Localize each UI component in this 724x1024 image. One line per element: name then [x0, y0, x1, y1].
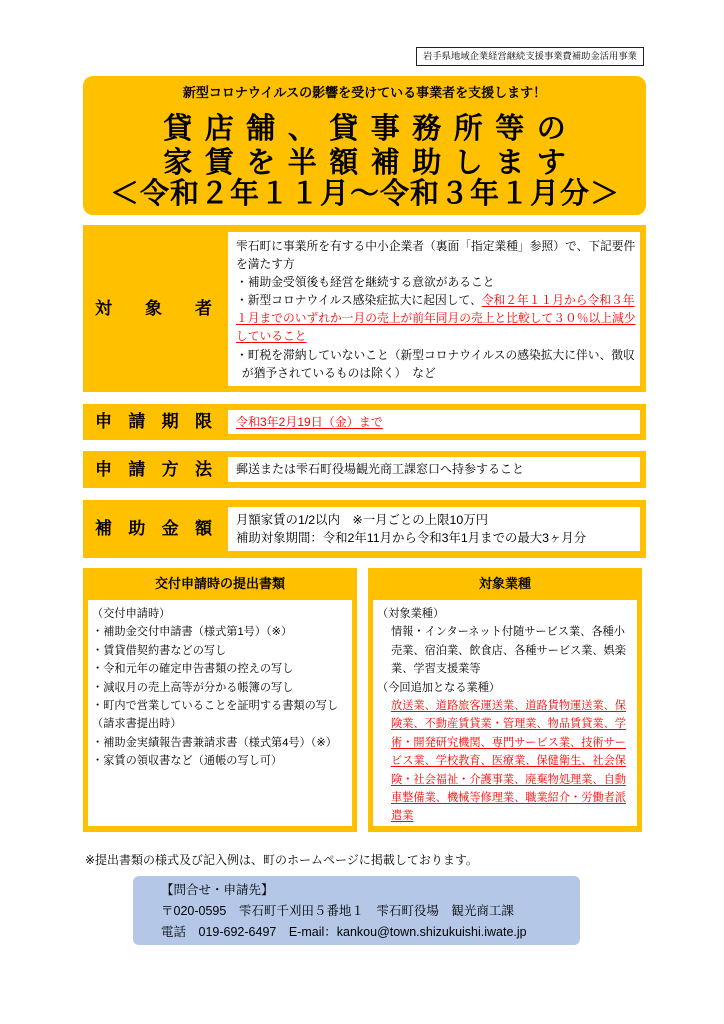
- existing-industries-heading: （対象業種）: [377, 608, 445, 620]
- header-banner: [83, 76, 646, 215]
- list-item: ・賃貸借契約書などの写し: [92, 644, 227, 657]
- industries-title: 対象業種: [478, 576, 531, 591]
- list-item: ・補助金交付申請書（様式第1号）（※）: [92, 626, 293, 639]
- title-period: ＜令和２年１１月～令和３年１月分＞: [109, 178, 620, 210]
- contact-heading: 【問合せ・申請先】: [161, 882, 274, 897]
- header-subtitle: 新型コロナウイルスの影響を受けている事業者を支援します！: [182, 85, 547, 100]
- list-item: ・減収月の売上高等が分かる帳簿の写し: [92, 681, 294, 694]
- existing-industries-list: 情報・インターネット付随サービス業、各種小売業、宿泊業、飲食店、各種サービス業、娯楽業、学習支援業等: [391, 626, 626, 676]
- contact-address: 〒020-0595 雫石町千刈田５番地１ 雫石町役場 観光商工課: [161, 903, 514, 918]
- documents-list: [88, 600, 352, 826]
- method-label: 申請方法: [95, 459, 212, 479]
- title-line-1: 貸店舗、貸事務所等の: [163, 113, 579, 145]
- requirement-3: ・町税を滞納していないこと（新型コロナウイルスの感染拡大に伴い、徴収が猶予されているものは除く） など: [236, 348, 635, 380]
- list-item: ・補助金実績報告書兼請求書（様式第4号）（※）: [92, 736, 337, 749]
- list-item: （交付申請時）: [92, 608, 171, 620]
- deadline-section: [83, 404, 646, 440]
- list-item: （請求書提出時）: [92, 718, 182, 731]
- amount-line-1: 月額家賃の1/2以内 ※一月ごとの上限10万円: [236, 513, 489, 527]
- added-industries-wrapper: [377, 697, 633, 826]
- program-note: 岩手県地域企業経営継続支援事業費補助金活用事業: [416, 47, 644, 66]
- list-item: ・令和元年の確定申告書類の控えの写し: [92, 663, 294, 676]
- contact-phone-email: 電話 019-692-6497 E-mail：kankou@town.shizukuishi.iwate.jp: [161, 924, 527, 939]
- requirement-2: [236, 292, 637, 346]
- contact-box: [133, 876, 580, 945]
- amount-section: [83, 500, 646, 558]
- list-item: ・町内で営業していることを証明する書類の写し: [92, 700, 339, 713]
- deadline-body: [228, 410, 640, 434]
- title-line-2: 家賃を半額補助します: [163, 147, 579, 179]
- amount-line-2: 補助対象期間：令和2年11月から令和3年1月までの最大3ヶ月分: [236, 531, 587, 545]
- documents-panel: [83, 568, 357, 832]
- requirement-1: ・補助金受領後も経営を継続する意欲があること: [236, 276, 495, 290]
- method-section: [83, 451, 646, 488]
- requirement-2-text: ・新型コロナウイルス感染症拡大に起因して、: [236, 294, 482, 308]
- added-industries-list: 放送業、道路旅客運送業、道路貨物運送業、保険業、不動産賃貸業・管理業、物品賃貸業、学術・開発研究機関、専門サービス業、技術サービス業、学校教育、医療業、保健衛生、社会保険・社会福祉・介護事業、廃棄物処理業、自動車整備業、機械等修理業、職業紹介・労働者派遣業: [391, 700, 626, 823]
- method-body: [228, 457, 640, 482]
- added-industries-heading: （今回追加となる業種）: [377, 681, 501, 694]
- eligibility-section: [83, 225, 646, 392]
- footnote: ※提出書類の様式及び記入例は、町のホームページに掲載しております。: [85, 853, 478, 867]
- amount-body: [228, 507, 640, 551]
- eligibility-intro: 雫石町に事業所を有する中小企業者（裏面「指定業種」参照）で、下記要件を満たす方: [236, 240, 636, 272]
- method-value: 郵送または雫石町役場観光商工課窓口へ持参すること: [236, 462, 525, 476]
- industries-list: [373, 600, 637, 826]
- list-item: ・家賃の領収書など（通帳の写し可）: [92, 755, 283, 768]
- amount-label: 補助金額: [95, 519, 212, 538]
- eligibility-body: [228, 232, 640, 386]
- documents-title: 交付申請時の提出書類: [154, 576, 285, 591]
- requirement-2-highlight: 令和２年１１月から令和３年１月までのいずれか一月の売上が前年同月の売上と比較して３０％以上減少していること: [236, 294, 636, 344]
- deadline-value: 令和3年2月19日（金）まで: [236, 415, 383, 429]
- eligibility-label: 対象者: [95, 298, 212, 318]
- industries-panel: [368, 568, 642, 832]
- deadline-label: 申請期限: [95, 412, 212, 431]
